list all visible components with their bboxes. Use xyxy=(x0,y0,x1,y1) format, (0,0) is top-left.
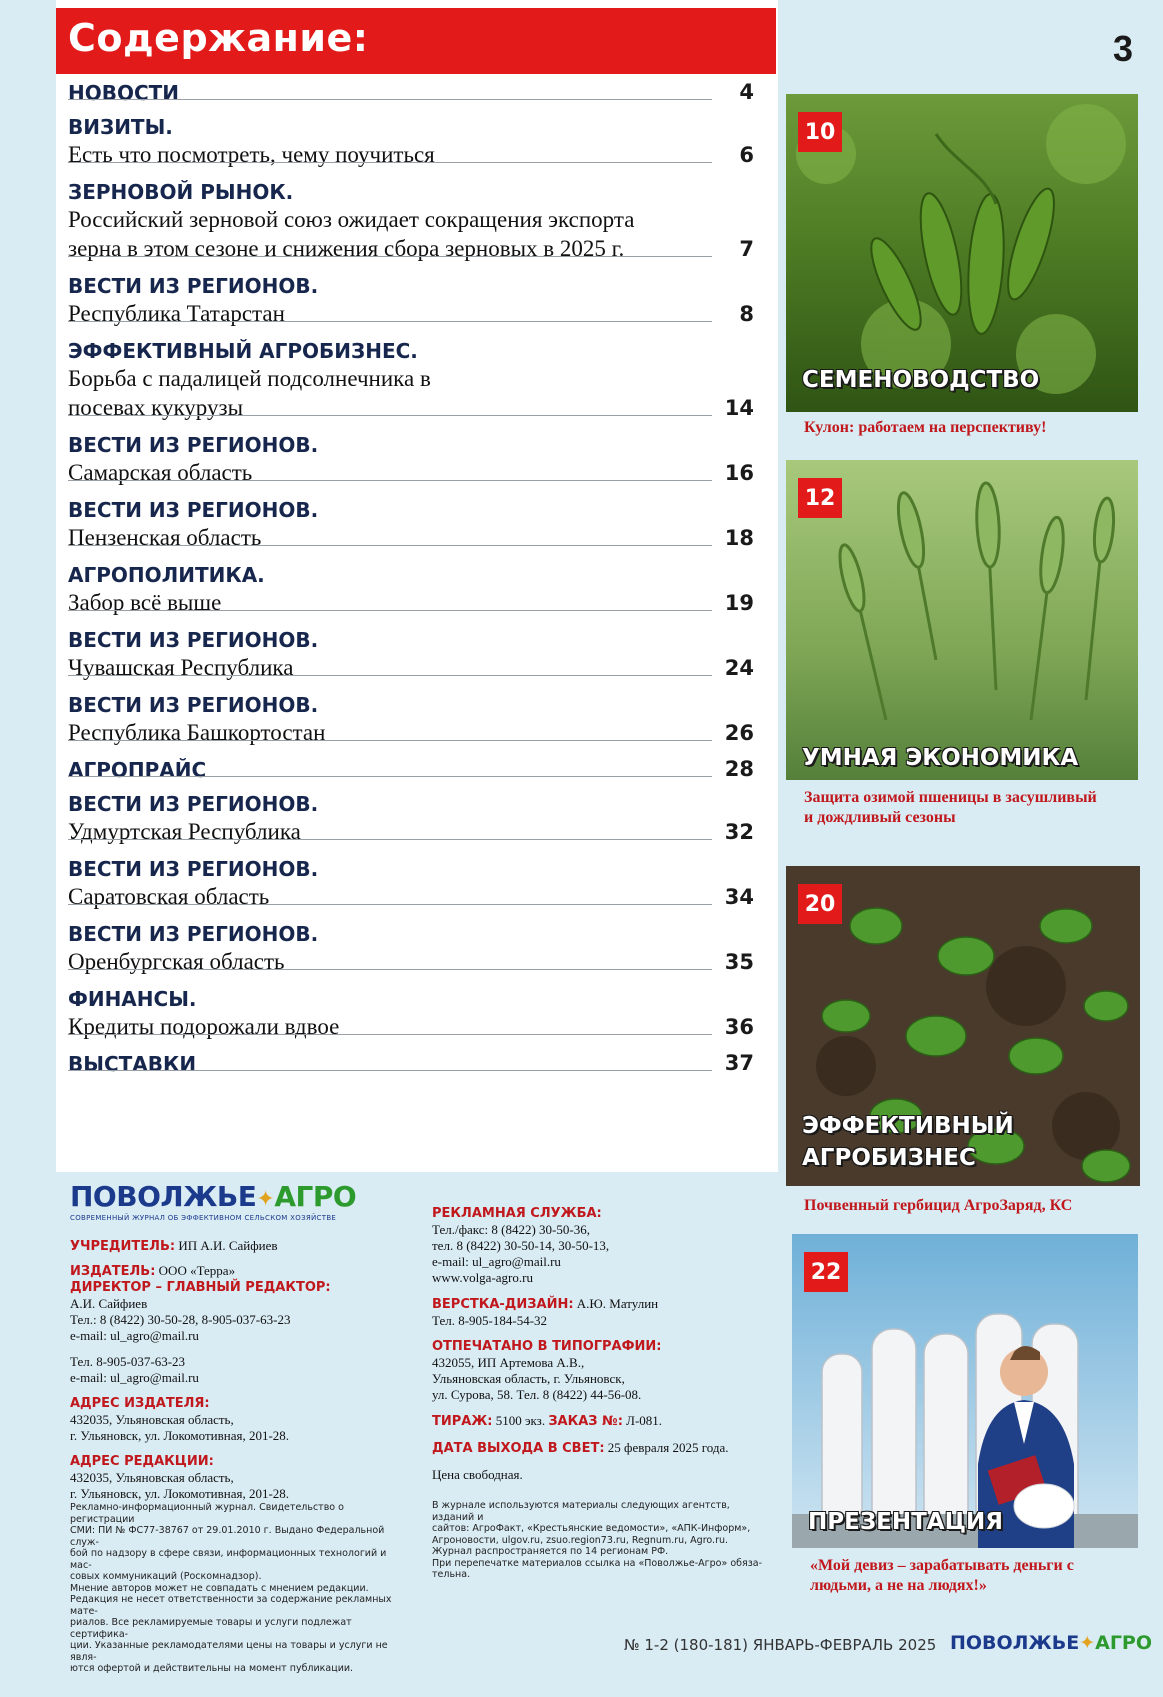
toc-page: 18 xyxy=(724,526,754,550)
legal-notice xyxy=(70,1502,410,1675)
leader-line xyxy=(68,839,712,840)
editorial-address-label: АДРЕС РЕДАКЦИИ: xyxy=(70,1454,214,1469)
toc-item[interactable] xyxy=(68,432,760,487)
feature-effective-agribusiness[interactable] xyxy=(786,866,1140,1186)
run-label: ТИРАЖ: xyxy=(432,1414,493,1429)
page-number: 3 xyxy=(1112,28,1133,69)
toc-title: Забор всё выше xyxy=(68,590,222,615)
price-text: Цена свободная. xyxy=(432,1467,523,1482)
layout-label: ВЕРСТКА-ДИЗАЙН: xyxy=(432,1297,574,1312)
legal-line: совых коммуникаций (Роскомнадзор). xyxy=(70,1571,262,1582)
toc-page: 28 xyxy=(724,757,754,781)
layout-value: А.Ю. Матулин xyxy=(576,1296,659,1311)
printing-line: Ульяновская область, г. Ульяновск, xyxy=(432,1371,625,1386)
toc-page: 34 xyxy=(724,885,754,909)
leader-line xyxy=(68,480,712,481)
contents-header xyxy=(56,8,776,74)
feature-smart-economy[interactable] xyxy=(786,460,1138,780)
issue-info: № 1-2 (180-181) ЯНВАРЬ-ФЕВРАЛЬ 2025 xyxy=(624,1636,937,1654)
toc-title: Республика Татарстан xyxy=(68,301,285,326)
toc-page: 35 xyxy=(724,950,754,974)
toc-title: Чувашская Республика xyxy=(68,655,294,680)
toc-category: ВЕСТИ ИЗ РЕГИОНОВ. xyxy=(68,498,319,522)
contents-title: Содержание: xyxy=(68,16,369,60)
toc-category: ВИЗИТЫ. xyxy=(68,115,173,139)
toc-category: ВЕСТИ ИЗ РЕГИОНОВ. xyxy=(68,693,319,717)
leader-line xyxy=(68,969,712,970)
toc-category: ВЕСТИ ИЗ РЕГИОНОВ. xyxy=(68,274,319,298)
leader-line xyxy=(68,1034,712,1035)
feature-caption: Почвенный гербицид АгроЗаряд, КС xyxy=(804,1197,1073,1214)
leader-line xyxy=(68,162,712,163)
founder-value: ИП А.И. Сайфиев xyxy=(178,1238,278,1253)
leader-line xyxy=(68,904,712,905)
legal-line: тельна. xyxy=(432,1569,471,1580)
toc-page: 16 xyxy=(724,461,754,485)
toc-category: ВЕСТИ ИЗ РЕГИОНОВ. xyxy=(68,792,319,816)
leaf-icon: ✦ xyxy=(256,1187,275,1212)
founder-label: УЧРЕДИТЕЛЬ: xyxy=(70,1239,176,1254)
toc-category: ВЕСТИ ИЗ РЕГИОНОВ. xyxy=(68,433,319,457)
toc-page: 8 xyxy=(739,302,754,326)
toc-item[interactable] xyxy=(68,80,760,106)
director-name: А.И. Сайфиев xyxy=(70,1296,148,1311)
leader-line xyxy=(68,740,712,741)
toc-item[interactable] xyxy=(68,562,760,617)
toc-item[interactable] xyxy=(68,791,760,846)
toc-item[interactable] xyxy=(68,627,760,682)
toc-title: Борьба с падалицей подсолнечника в посевах кукурузы xyxy=(68,366,431,420)
toc-title: Пензенская область xyxy=(68,525,262,550)
toc-category: ФИНАНСЫ. xyxy=(68,987,197,1011)
toc-page: 19 xyxy=(724,591,754,615)
toc-category: АГРОПОЛИТИКА. xyxy=(68,563,265,587)
logo-tagline: СОВРЕМЕННЫЙ ЖУРНАЛ ОБ ЭФФЕКТИВНОМ СЕЛЬСКОМ ХОЗЯЙСТВЕ xyxy=(70,1214,337,1222)
toc-title: Удмуртская Республика xyxy=(68,819,301,844)
toc-title: Есть что посмотреть, чему поучиться xyxy=(68,142,435,167)
toc-title: Саратовская область xyxy=(68,884,270,909)
toc-category: АГРОПРАЙС xyxy=(68,758,207,782)
sources-notice xyxy=(432,1500,772,1581)
leader-line xyxy=(68,256,712,257)
toc-category: ВЫСТАВКИ xyxy=(68,1052,197,1076)
footer-logo-text: ПОВОЛЖЬЕ xyxy=(950,1632,1080,1654)
toc-title: Республика Башкортостан xyxy=(68,720,326,745)
toc-category: ЭФФЕКТИВНЫЙ АГРОБИЗНЕС. xyxy=(68,339,418,363)
toc-category: НОВОСТИ xyxy=(68,81,180,105)
page-badge: 22 xyxy=(804,1252,848,1292)
release-date-label: ДАТА ВЫХОДА В СВЕТ: xyxy=(432,1441,605,1456)
toc-item[interactable] xyxy=(68,921,760,976)
imprint-left xyxy=(70,1238,430,1502)
toc-item[interactable] xyxy=(68,986,760,1041)
leader-line xyxy=(68,321,712,322)
legal-line: сайтов: АгроФакт, «Крестьянские ведомости», «АПК-Информ», xyxy=(432,1523,751,1534)
publisher-address-line: 432035, Ульяновская область, xyxy=(70,1412,234,1427)
toc-category: ВЕСТИ ИЗ РЕГИОНОВ. xyxy=(68,857,319,881)
leader-line xyxy=(68,1070,712,1071)
feature-caption: «Мой девиз – зарабатывать деньги с людьми, а не на людях!» xyxy=(810,1557,1074,1594)
ad-service-line: тел. 8 (8422) 30-50-14, 30-50-13, xyxy=(432,1238,610,1253)
feature-label: УМНАЯ ЭКОНОМИКА xyxy=(802,745,1079,771)
toc-item[interactable] xyxy=(68,1051,760,1077)
page-badge: 12 xyxy=(798,478,842,518)
toc-category: ЗЕРНОВОЙ РЫНОК. xyxy=(68,180,294,204)
publisher-value: ООО «Терра» xyxy=(158,1263,236,1278)
toc-item[interactable] xyxy=(68,856,760,911)
order-value: Л-081. xyxy=(626,1413,663,1428)
printing-line: ул. Сурова, 58. Тел. 8 (8422) 44-56-08. xyxy=(432,1387,642,1402)
legal-line: СМИ: ПИ № ФС77-38767 от 29.01.2010 г. Выдано Федеральной служ- xyxy=(70,1525,385,1548)
legal-line: Журнал распространяется по 14 регионам РФ. xyxy=(432,1546,669,1557)
editorial-address-line: 432035, Ульяновская область, xyxy=(70,1470,234,1485)
toc-list xyxy=(68,80,760,1087)
magazine-logo xyxy=(70,1180,356,1213)
legal-line: В журнале используются материалы следующих агентств, изданий и xyxy=(432,1500,730,1523)
publisher-label: ИЗДАТЕЛЬ: xyxy=(70,1264,156,1279)
feature-presentation[interactable] xyxy=(792,1234,1138,1548)
toc-item[interactable] xyxy=(68,338,760,422)
director-phone: Тел.: 8 (8422) 30-50-28, 8-905-037-63-23 xyxy=(70,1312,291,1327)
toc-page: 6 xyxy=(739,143,754,167)
toc-page: 36 xyxy=(724,1015,754,1039)
page-badge: 10 xyxy=(798,112,842,152)
toc-title: Оренбургская область xyxy=(68,949,285,974)
toc-page: 37 xyxy=(724,1051,754,1075)
logo-text: ПОВОЛЖЬЕ xyxy=(70,1180,257,1213)
toc-title: Российский зерновой союз ожидает сокращения экспорта зерна в этом сезоне и снижения сбора зерновых в 2025 г. xyxy=(68,207,635,261)
leader-line xyxy=(68,675,712,676)
toc-item[interactable] xyxy=(68,273,760,328)
toc-page: 7 xyxy=(739,237,754,261)
toc-item[interactable] xyxy=(68,757,760,783)
legal-line: Мнение авторов может не совпадать с мнением редакции. xyxy=(70,1582,369,1594)
toc-item[interactable] xyxy=(68,114,760,169)
run-value: 5100 экз. xyxy=(495,1413,546,1428)
legal-line: Агроновости, ulgov.ru, zsuo.region73.ru, Regnum.ru, Agro.ru. xyxy=(432,1534,729,1546)
director-label: ДИРЕКТОР – ГЛАВНЫЙ РЕДАКТОР: xyxy=(70,1280,331,1295)
layout-phone: Тел. 8-905-184-54-32 xyxy=(432,1313,548,1328)
footer-logo-agro: АГРО xyxy=(1095,1632,1152,1654)
toc-title: Кредиты подорожали вдвое xyxy=(68,1014,340,1039)
ad-service-label: РЕКЛАМНАЯ СЛУЖБА: xyxy=(432,1206,602,1221)
imprint-right xyxy=(432,1206,772,1483)
phone: Тел. 8-905-037-63-23 xyxy=(70,1354,186,1369)
feature-label: СЕМЕНОВОДСТВО xyxy=(802,367,1040,393)
page-badge: 20 xyxy=(798,884,842,924)
feature-label-line: АГРОБИЗНЕС xyxy=(802,1145,976,1171)
legal-line: ции. Указанные рекламодателями цены на товары и услуги не явля- xyxy=(70,1640,388,1663)
feature-caption: Кулон: работаем на перспективу! xyxy=(804,419,1047,436)
printing-label: ОТПЕЧАТАНО В ТИПОГРАФИИ: xyxy=(432,1339,662,1354)
printing-line: 432055, ИП Артемова А.В., xyxy=(432,1355,585,1370)
director-email: e-mail: ul_agro@mail.ru xyxy=(70,1328,199,1343)
toc-category: ВЕСТИ ИЗ РЕГИОНОВ. xyxy=(68,628,319,652)
footer-logo xyxy=(950,1632,1152,1654)
order-label: ЗАКАЗ №: xyxy=(548,1414,623,1429)
toc-page: 32 xyxy=(724,820,754,844)
feature-label-line: ЭФФЕКТИВНЫЙ xyxy=(802,1113,1014,1139)
legal-line: Рекламно-информационный журнал. Свидетельство о регистрации xyxy=(70,1502,344,1525)
toc-page: 4 xyxy=(739,80,754,104)
leader-line xyxy=(68,415,712,416)
toc-title: Самарская область xyxy=(68,460,253,485)
leader-line xyxy=(68,776,712,777)
toc-page: 14 xyxy=(724,396,754,420)
toc-category: ВЕСТИ ИЗ РЕГИОНОВ. xyxy=(68,922,319,946)
editorial-address-line: г. Ульяновск, ул. Локомотивная, 201-28. xyxy=(70,1486,290,1501)
legal-line: риалов. Все рекламируемые товары и услуги подлежат сертифика- xyxy=(70,1617,352,1640)
toc-page: 26 xyxy=(724,721,754,745)
legal-line: бой по надзору в сфере связи, информационных технологий и мас- xyxy=(70,1548,387,1571)
legal-line: Редакция не несет ответственности за содержание рекламных мате- xyxy=(70,1594,392,1617)
ad-service-line: e-mail: ul_agro@mail.ru xyxy=(432,1254,561,1269)
email: e-mail: ul_agro@mail.ru xyxy=(70,1370,199,1385)
leader-line xyxy=(68,545,712,546)
leader-line xyxy=(68,99,712,100)
legal-line: При перепечатке материалов ссылка на «Поволжье-Агро» обяза- xyxy=(432,1557,763,1569)
publisher-address-line: г. Ульяновск, ул. Локомотивная, 201-28. xyxy=(70,1428,290,1443)
ad-service-line: www.volga-agro.ru xyxy=(432,1270,533,1285)
feature-label: ПРЕЗЕНТАЦИЯ xyxy=(808,1509,1003,1535)
release-date-value: 25 февраля 2025 года. xyxy=(607,1440,729,1455)
leaf-icon: ✦ xyxy=(1079,1632,1096,1654)
feature-caption: Защита озимой пшеницы в засушливый и дождливый сезоны xyxy=(804,789,1097,826)
toc-item[interactable] xyxy=(68,497,760,552)
publisher-address-label: АДРЕС ИЗДАТЕЛЯ: xyxy=(70,1396,210,1411)
leader-line xyxy=(68,610,712,611)
legal-line: ются офертой и действительны на момент публикации. xyxy=(70,1663,354,1674)
feature-seed-production[interactable] xyxy=(786,94,1138,412)
feature-label xyxy=(802,1110,1014,1174)
toc-item[interactable] xyxy=(68,179,760,263)
logo-text-agro: АГРО xyxy=(274,1180,357,1213)
ad-service-line: Тел./факс: 8 (8422) 30-50-36, xyxy=(432,1222,590,1237)
toc-page: 24 xyxy=(724,656,754,680)
toc-item[interactable] xyxy=(68,692,760,747)
